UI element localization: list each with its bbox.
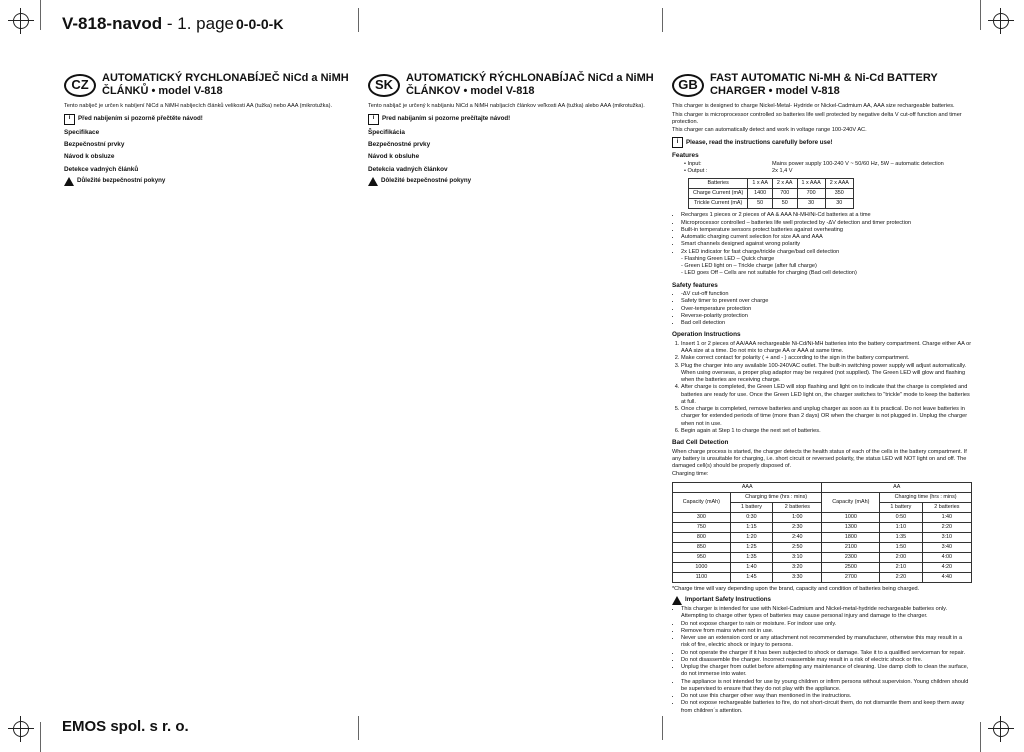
- table-cell: 2:50: [773, 542, 822, 552]
- list-item: • Do not disassemble the charger. Incorrect reassemble may result in a risk of electric shock or fire.: [681, 657, 972, 664]
- list-item: • Automatic charging current selection for size AA and AAA: [681, 234, 972, 241]
- list-item: 5. Once charge is completed, remove batteries and unplug charger as soon as it is practical. Do not leave batteries in charger for extended periods of time (more than 2 days) OR when the charger is not plugged in. Unplug the charger when not in use.: [681, 406, 972, 428]
- list-item: • This charger is intended for use with Nickel-Cadmium and Nickel-metal-hydride rechargeable batteries only. Attempting to charge other types of batteries may cause personal injury and damage to the charger.: [681, 606, 972, 621]
- table-cell: 2:40: [773, 532, 822, 542]
- table-cell: Charge Current (mA): [689, 189, 748, 199]
- table-row: [673, 512, 972, 522]
- list-item: • Do not use this charger other way than mentioned in the instructions.: [681, 693, 972, 700]
- intro-gb-3: This charger can automatically detect and work in voltage range 100-240V AC.: [672, 127, 867, 134]
- table-cell: 1400: [748, 189, 773, 199]
- table-header-cell: Capacity (mAh): [673, 492, 731, 512]
- list-item: • Recharges 1 pieces or 2 pieces of AA & AAA Ni-MH/Ni-Cd batteries at a time: [681, 212, 972, 219]
- list-item: • The appliance is not intended for use by young children or infirm persons without supervision. Young children should be supervised to ensure that they do not play with the appliance.: [681, 679, 972, 694]
- registration-mark-top-left: [8, 8, 34, 34]
- list-item: • Microprocessor controlled – batteries life well protected by -ΔV detection and timer protection: [681, 220, 972, 227]
- heading-bad-cell-cz: Detekce vadných článků: [64, 165, 139, 173]
- column-cz: [64, 72, 364, 688]
- table-header-cell: Batteries: [689, 179, 748, 189]
- intro-sk: Tento nabíjač je určený k nabíjaniu NiCd a NiMH nabíjacích článkov veľkosti AA (tužka) alebo AAA (mikrotužka).: [368, 103, 645, 110]
- table-header-cell: Charging time (hrs : mins): [730, 492, 822, 502]
- table-row: [673, 522, 972, 532]
- heading-spec-cz: Specifikace: [64, 128, 100, 136]
- table-cell: 1800: [822, 532, 880, 542]
- input-label: • Input:: [684, 160, 702, 167]
- table-row: [673, 572, 972, 582]
- table-header-cell: 1 battery: [730, 502, 772, 512]
- list-item: • Do not expose rechargeable batteries to fire, do not short-circuit them, do not dismantle them and keep them away from children´s attention.: [681, 700, 972, 715]
- intro-gb-2: This charger is microprocessor controlled so batteries life well protected by negative delta V cut-off function and timer protection.: [672, 111, 962, 125]
- page-title: V-818-navod - 1. page: [62, 14, 234, 33]
- heading-usage-cz: Návod k obsluze: [64, 153, 115, 161]
- list-item: • Do not operate the charger if it has been subjected to shock or damage. Take it to a qualified serviceman for repair.: [681, 650, 972, 657]
- table-cell: 0:30: [730, 512, 772, 522]
- table-cell: 3:40: [922, 542, 971, 552]
- heading-spec-sk: Špecifikácia: [368, 128, 405, 136]
- table-row: [689, 199, 854, 209]
- warning-icon: [368, 177, 378, 186]
- list-item: 1. Insert 1 or 2 pieces of AA/AAA rechargeable Ni-Cd/Ni-MH batteries into the battery compartment. Charge either AA or AAA size at a time. Do not mix to charge AA or AAA at same time.: [681, 341, 972, 356]
- list-item: 3. Plug the charger into any available 100-240VAC outlet. The built-in switching power supply will adjust automatically. When using overseas, a proper plug adaptor may be required (not supplied). The Green LED will glow and flashing when the batteries are receiving charge.: [681, 363, 972, 385]
- table-header-cell: 2 batteries: [922, 502, 971, 512]
- table-cell: 700: [797, 189, 825, 199]
- table-cell: 0:50: [880, 512, 922, 522]
- table-cell: 300: [673, 512, 731, 522]
- table-cell: 2:20: [922, 522, 971, 532]
- table-row: [673, 542, 972, 552]
- table-cell: 1:25: [730, 542, 772, 552]
- heading-features-gb: Features: [672, 152, 699, 160]
- registration-mark-bottom-right: [988, 716, 1014, 742]
- table-header-cell: Charging time (hrs : mins): [880, 492, 972, 502]
- warning-icon: [64, 177, 74, 186]
- table-header-cell: AAA: [673, 482, 822, 492]
- heading-warnings-gb: Important Safety Instructions: [672, 596, 972, 605]
- footer-company: EMOS spol. s r. o.: [62, 718, 189, 735]
- table-cell: 2500: [822, 562, 880, 572]
- info-icon: i: [672, 137, 683, 148]
- table-cell: 1:20: [730, 532, 772, 542]
- table-cell: 1:35: [880, 532, 922, 542]
- intro-gb-1: This charger is designed to charge Nickel-Metal- Hydride or Nickel-Cadmium AA, AAA size rechargeable batteries.: [672, 103, 955, 110]
- heading-warning-cz: Důležité bezpečnostní pokyny: [64, 177, 364, 186]
- list-item: • Smart channels designed against wrong polarity: [681, 241, 972, 248]
- features-list-gb: [672, 212, 972, 277]
- table-row: [673, 552, 972, 562]
- fold-tick: [662, 716, 663, 740]
- table-cell: 30: [797, 199, 825, 209]
- fold-tick: [358, 716, 359, 740]
- warnings-list-gb: [672, 606, 972, 715]
- table-cell: 1100: [673, 572, 731, 582]
- info-icon: i: [368, 114, 379, 125]
- heading-safety-features-gb: Safety features: [672, 281, 718, 289]
- heading-operation-gb: Operation Instructions: [672, 331, 741, 339]
- table-header-cell: 1 battery: [880, 502, 922, 512]
- heading-bad-cell-sk: Detekcia vadných článkov: [368, 165, 448, 173]
- list-item: • Safety timer to prevent over charge: [681, 298, 972, 305]
- table-header-cell: Capacity (mAh): [822, 492, 880, 512]
- table-header-cell: 2 batteries: [773, 502, 822, 512]
- table-cell: 700: [772, 189, 797, 199]
- table-cell: 1:10: [880, 522, 922, 532]
- list-item: - Green LED light on – Trickle charge (after full charge): [681, 263, 817, 270]
- table-cell: 1000: [673, 562, 731, 572]
- table-cell: 350: [825, 189, 853, 199]
- table-cell: 4:40: [922, 572, 971, 582]
- table-cell: 2:30: [773, 522, 822, 532]
- bad-cell-text-gb: When charge process is started, the charger detects the health status of each of the cells in the battery compartment. If any battery is unsuitable for charging, i.e. short circuit or reversed polarity, the status LED will NOT light on and off. The damaged cell(s) should be properly disposed of.: [672, 448, 967, 470]
- table-cell: 2700: [822, 572, 880, 582]
- table-cell: 950: [673, 552, 731, 562]
- list-item: • Unplug the charger from outlet before attempting any maintenance of cleaning. Use damp cloth to clean the surface, do not immerse into water.: [681, 664, 972, 679]
- info-icon: i: [64, 114, 75, 125]
- read-first-gb: i Please, read the instructions carefully before use!: [672, 137, 972, 148]
- fold-tick: [358, 8, 359, 32]
- column-title-cz: AUTOMATICKÝ RYCHLONABÍJEČ NiCd a NiMH ČLÁNKŮ • model V-818: [102, 72, 349, 98]
- operation-list-gb: [672, 341, 972, 435]
- column-sk: [368, 72, 668, 688]
- crop-tick: [40, 0, 41, 30]
- table-header-cell: 2 x AAA: [825, 179, 853, 189]
- charging-time-label-gb: Charging time:: [672, 471, 709, 478]
- list-item: • Bad cell detection: [681, 320, 972, 327]
- crop-tick: [980, 0, 981, 30]
- safety-features-list-gb: [672, 291, 972, 327]
- table-header-cell: 2 x AA: [772, 179, 797, 189]
- output-label: • Output :: [684, 168, 708, 175]
- spec-table-gb: [688, 178, 854, 209]
- language-badge-sk: SK: [368, 74, 400, 97]
- table-cell: 2100: [822, 542, 880, 552]
- charging-time-table-gb: [672, 482, 972, 583]
- table-header-cell: 1 x AA: [748, 179, 773, 189]
- list-item: • Do not expose charger to rain or moisture. For indoor use only.: [681, 621, 972, 628]
- read-first-sk: i Pred nabíjaním si pozorne prečítajte návod!: [368, 114, 668, 125]
- list-item: 2. Make correct contact for polarity ( + and - ) according to the sign in the battery compartment.: [681, 355, 972, 362]
- table-cell: 4:20: [922, 562, 971, 572]
- column-title-sk: AUTOMATICKÝ RÝCHLONABÍJAČ NiCd a NiMH ČLÁNKOV • model V-818: [406, 72, 654, 98]
- table-cell: 3:10: [922, 532, 971, 542]
- table-cell: 50: [748, 199, 773, 209]
- crop-tick: [40, 722, 41, 752]
- column-gb: [672, 72, 972, 714]
- table-header-cell: 1 x AAA: [797, 179, 825, 189]
- charging-time-note-gb: *Charge time will vary depending upon the brand, capacity and condition of batteries being charged.: [672, 585, 920, 592]
- fold-tick: [662, 8, 663, 32]
- registration-mark-top-right: [988, 8, 1014, 34]
- table-row: [673, 532, 972, 542]
- list-item: • Reverse-polarity protection: [681, 313, 972, 320]
- table-cell: 3:20: [773, 562, 822, 572]
- heading-usage-sk: Návod k obsluhe: [368, 153, 420, 161]
- column-title-gb: FAST AUTOMATIC Ni-MH & Ni-Cd BATTERY CHARGER • model V-818: [710, 72, 938, 98]
- table-cell: 1:15: [730, 522, 772, 532]
- intro-cz: Tento nabíječ je určen k nabíjení NiCd a NiMH nabíjecích článků velikosti AA (tužka) nebo AAA (mikrotužka).: [64, 103, 333, 110]
- table-cell: 1:50: [880, 542, 922, 552]
- list-item: • Remove from mains when not in use.: [681, 628, 972, 635]
- table-cell: 3:30: [773, 572, 822, 582]
- list-item: 4. After charge is completed, the Green LED will stop flashing and light on to indicate that the charge is completed and batteries are ready for use. Once the Green LED light on, the charger switches to "trickle" mode to keep the batteries at full.: [681, 384, 972, 406]
- table-cell: 50: [772, 199, 797, 209]
- crop-tick: [980, 722, 981, 752]
- table-cell: 1300: [822, 522, 880, 532]
- table-cell: 3:10: [773, 552, 822, 562]
- list-item: • Over-temperature protection: [681, 306, 972, 313]
- list-item: • Built-in temperature sensors protect batteries against overheating: [681, 227, 972, 234]
- table-cell: 2:10: [880, 562, 922, 572]
- table-cell: 4:00: [922, 552, 971, 562]
- spec-list-gb: [672, 161, 972, 176]
- table-cell: 2:20: [880, 572, 922, 582]
- list-item: 6. Begin again at Step 1 to charge the next set of batteries.: [681, 428, 972, 435]
- table-cell: 1000: [822, 512, 880, 522]
- table-cell: 2300: [822, 552, 880, 562]
- document-code: 0-0-0-K: [236, 16, 284, 32]
- table-cell: Trickle Current (mA): [689, 199, 748, 209]
- table-cell: 1:40: [922, 512, 971, 522]
- heading-bad-cell-gb: Bad Cell Detection: [672, 439, 729, 447]
- table-cell: 850: [673, 542, 731, 552]
- table-cell: 1:45: [730, 572, 772, 582]
- table-row: [673, 562, 972, 572]
- language-badge-cz: CZ: [64, 74, 96, 97]
- heading-safety-sk: Bezpečnostné prvky: [368, 140, 431, 148]
- list-item: - LED goes Off – Cells are not suitable for charging (Bad cell detection): [681, 270, 857, 277]
- heading-warning-sk: Dôležité bezpečnostné pokyny: [368, 177, 668, 186]
- language-badge-gb: GB: [672, 74, 704, 97]
- table-cell: 1:40: [730, 562, 772, 572]
- list-item: • -ΔV cut-off function: [681, 291, 972, 298]
- table-cell: 30: [825, 199, 853, 209]
- table-cell: 750: [673, 522, 731, 532]
- output-value: 2x 1,4 V: [772, 168, 793, 175]
- heading-safety-cz: Bezpečnostní prvky: [64, 140, 125, 148]
- table-cell: 2:00: [880, 552, 922, 562]
- table-cell: 800: [673, 532, 731, 542]
- table-cell: 1:35: [730, 552, 772, 562]
- list-item: - Flashing Green LED – Quick charge: [681, 255, 775, 262]
- read-first-cz: i Před nabíjením si pozorně přečtěte návod!: [64, 114, 364, 125]
- warning-icon: [672, 596, 682, 605]
- registration-mark-bottom-left: [8, 716, 34, 742]
- table-header-cell: AA: [822, 482, 972, 492]
- list-item: • 2x LED indicator for fast charge/trickle charge/bad cell detection: [681, 249, 972, 256]
- list-item: • Never use an extension cord or any attachment not recommended by manufacturer, otherwise this may result in a risk of fire, electric shock or injury to persons.: [681, 635, 972, 650]
- input-value: Mains power supply 100-240 V ~ 50/60 Hz, 5W – automatic detection: [772, 160, 944, 167]
- table-row: [689, 189, 854, 199]
- table-cell: 1:00: [773, 512, 822, 522]
